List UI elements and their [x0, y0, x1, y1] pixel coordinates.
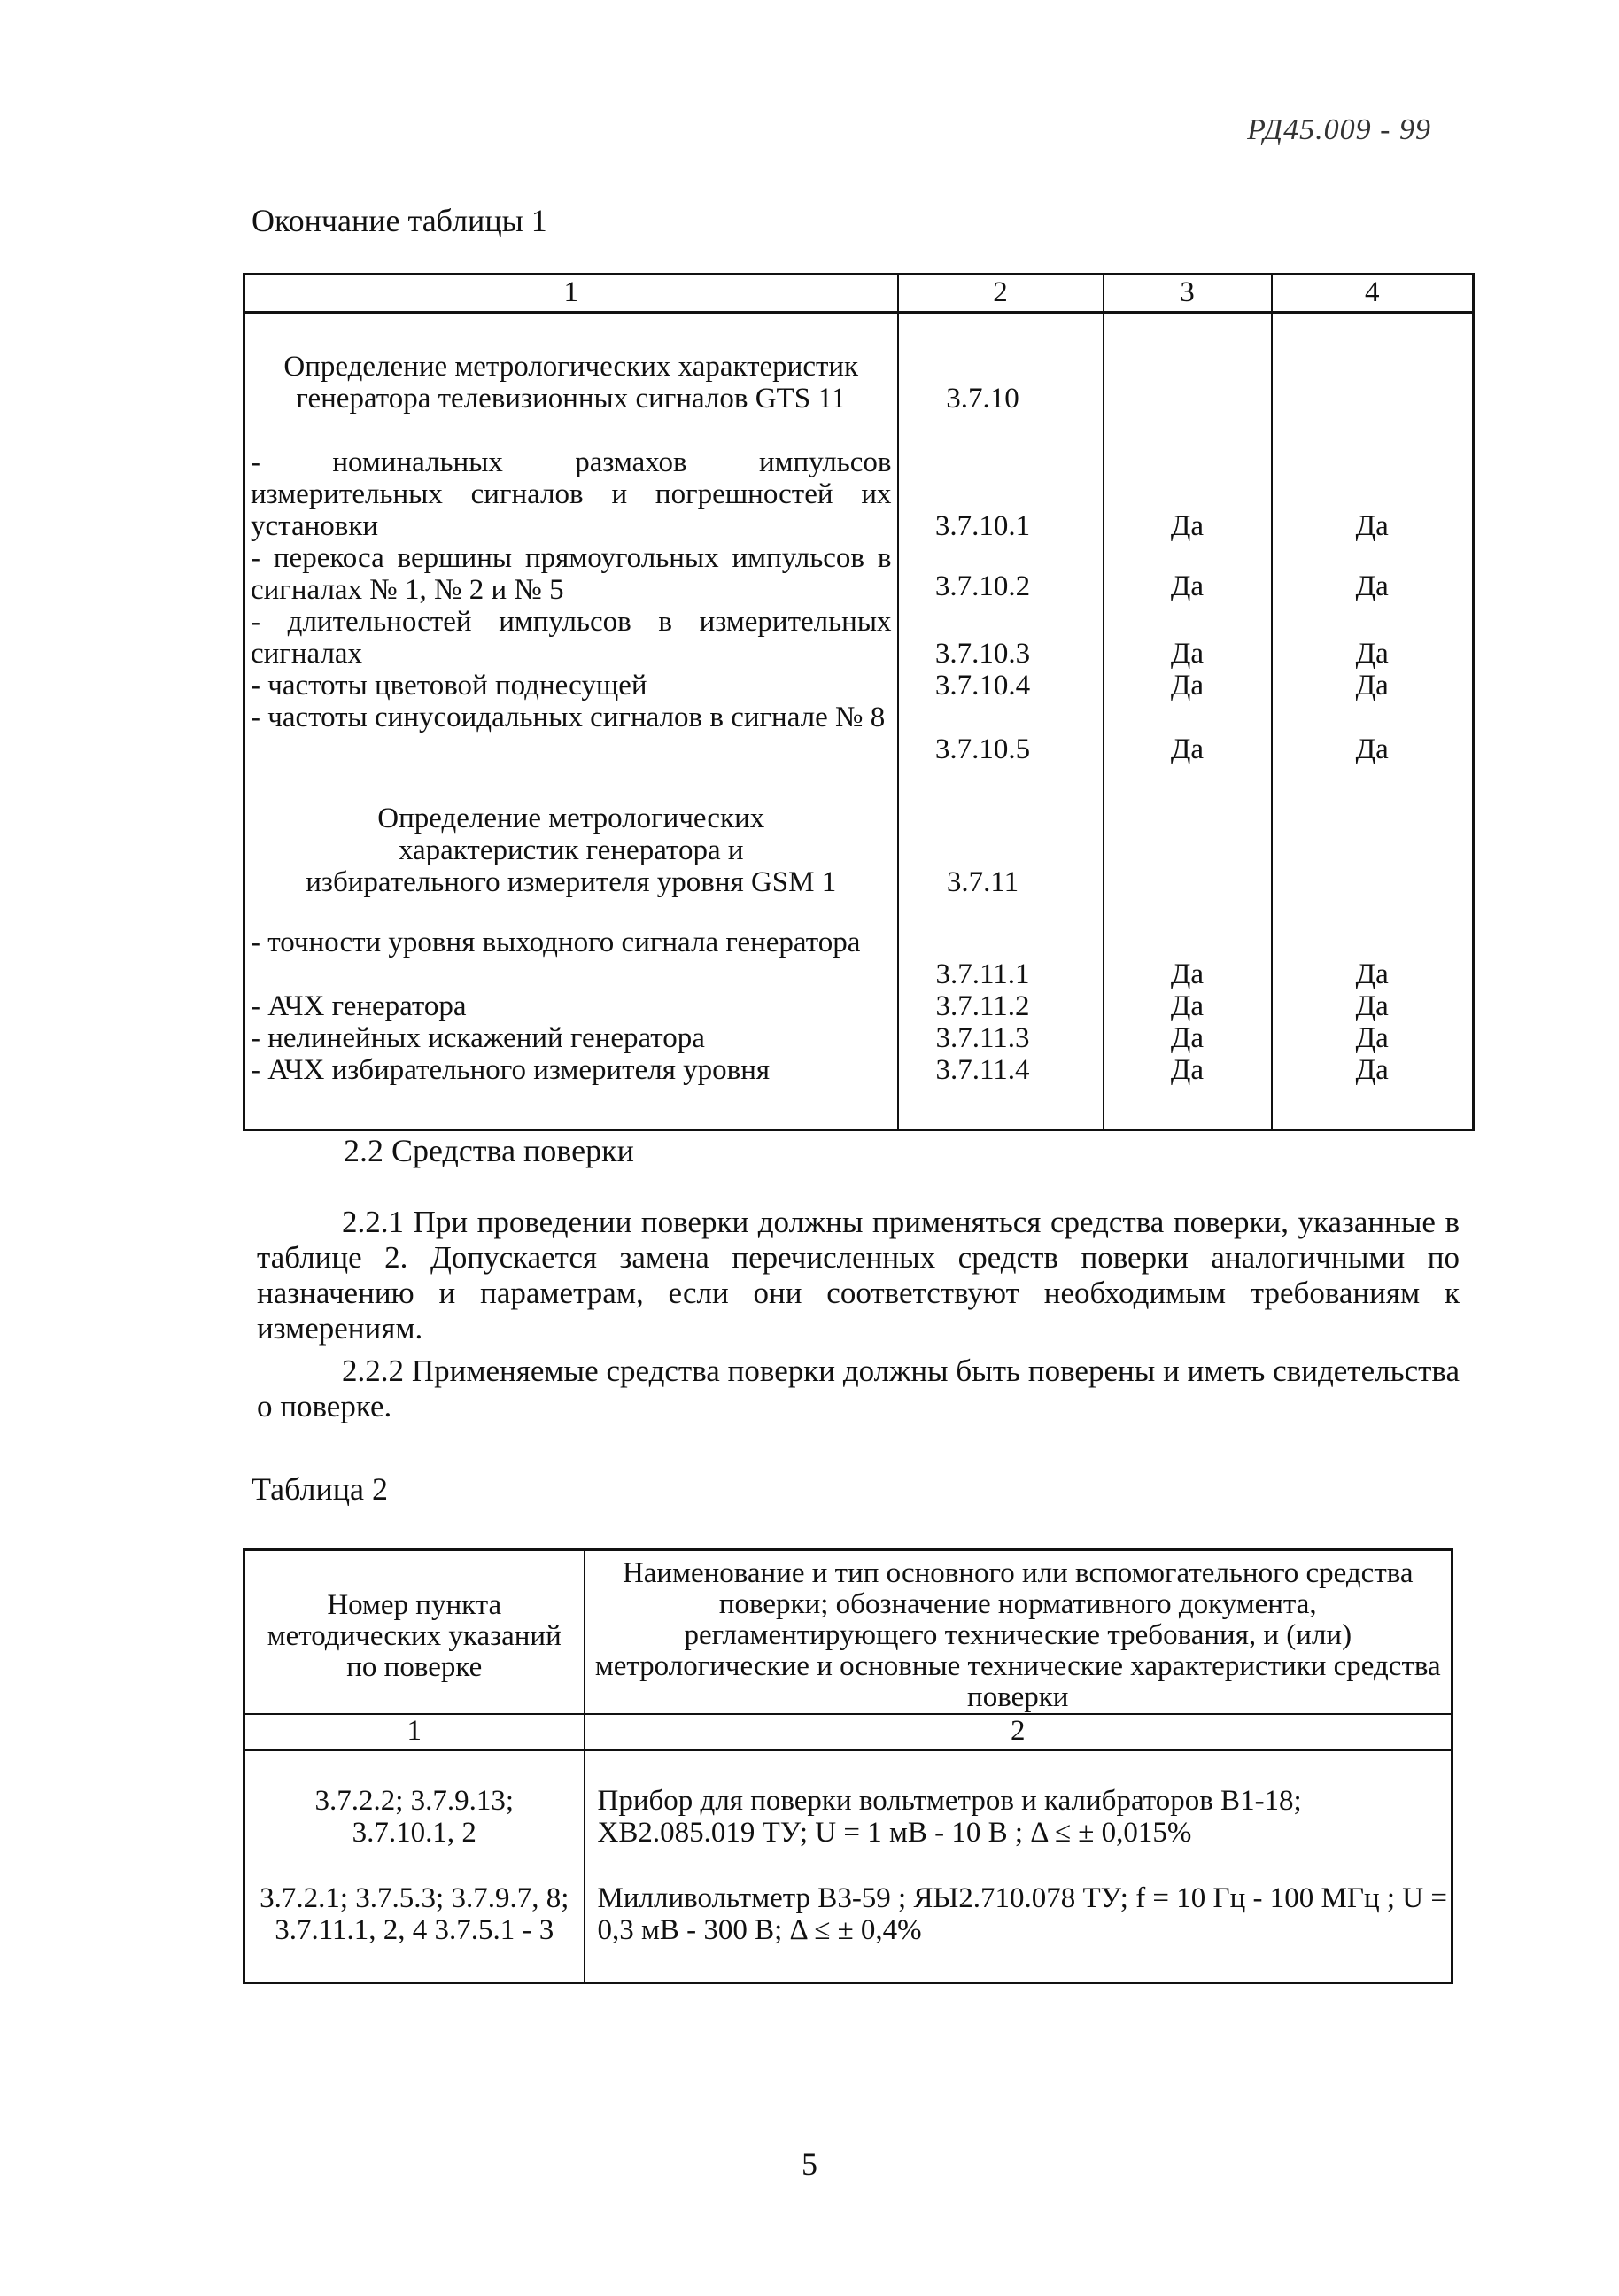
table2-header-col1: Номер пункта методических указаний по поверке — [244, 1550, 585, 1715]
table1-col-number: 3 — [1104, 275, 1272, 313]
item-col4: Да — [1272, 542, 1474, 606]
item-clause: 3.7.11.4 — [898, 1054, 1104, 1130]
item-col4: Да — [1272, 443, 1474, 542]
table-row — [244, 1022, 1474, 1054]
table-row — [244, 1054, 1474, 1130]
table1-section-row — [244, 313, 1474, 444]
table-row — [244, 1849, 1452, 1983]
section-title: Определение метрологических характеристик генератора и избирательного измерителя уровня GSM 1 — [306, 803, 837, 898]
item-col3: Да — [1104, 990, 1272, 1022]
table-row — [244, 927, 1474, 990]
item-text: - АЧХ генератора — [251, 990, 467, 1022]
table1-caption: Окончание таблицы 1 — [252, 203, 547, 238]
item-clause: 3.7.11.1 — [898, 927, 1104, 990]
item-text: - перекоса вершины прямоугольных импульсов в сигналах № 1, № 2 и № 5 — [251, 542, 892, 606]
item-text: - частоты цветовой поднесущей — [251, 670, 647, 702]
table-row — [244, 670, 1474, 702]
table2 — [243, 1548, 1453, 1984]
table-row — [244, 542, 1474, 606]
table2-device: Прибор для поверки вольтметров и калибраторов В1-18; ХВ2.085.019 ТУ; U = 1 мВ - 10 В ; Δ ≤ ± 0,015% — [585, 1750, 1452, 1850]
table1-col-number: 1 — [244, 275, 898, 313]
item-col3: Да — [1104, 927, 1272, 990]
item-clause: 3.7.11.3 — [898, 1022, 1104, 1054]
table2-col-number: 2 — [585, 1714, 1452, 1750]
item-text: - АЧХ избирательного измерителя уровня — [251, 1054, 771, 1086]
item-clause: 3.7.10.2 — [898, 542, 1104, 606]
table1-col-number: 2 — [898, 275, 1104, 313]
item-col3: Да — [1104, 443, 1272, 542]
section-heading: 2.2 Средства поверки — [344, 1133, 634, 1168]
paragraph-2-2-1: 2.2.1 При проведении поверки должны применяться средства поверки, указанные в таблице 2. Допускается замена перечисленных средств поверки аналогичными по назначению и параметрам, если они соответствуют необходимым требованиям к измерениям. — [257, 1205, 1460, 1346]
item-col4: Да — [1272, 1054, 1474, 1130]
item-col4: Да — [1272, 1022, 1474, 1054]
item-text: - нелинейных искажений генератора — [251, 1022, 705, 1054]
table2-caption: Таблица 2 — [252, 1471, 388, 1507]
item-col3: Да — [1104, 1054, 1272, 1130]
item-col4: Да — [1272, 606, 1474, 670]
table2-header-row — [244, 1550, 1452, 1715]
page-number: 5 — [802, 2146, 817, 2182]
table1-col-number: 4 — [1272, 275, 1474, 313]
item-text: - номинальных размахов импульсов измерительных сигналов и погрешностей их установки — [251, 446, 892, 542]
table2-items: 3.7.2.1; 3.7.5.3; 3.7.9.7, 8; 3.7.11.1, 2, 4 3.7.5.1 - 3 — [260, 1882, 569, 1946]
section-clause: 3.7.11 — [898, 765, 1104, 927]
paragraph-2-2-2: 2.2.2 Применяемые средства поверки должны быть поверены и иметь свидетельства о поверке. — [257, 1354, 1460, 1423]
item-col3: Да — [1104, 1022, 1272, 1054]
section-title: Определение метрологических характеристик генератора телевизионных сигналов GTS 11 — [283, 351, 859, 415]
item-col4: Да — [1272, 927, 1474, 990]
item-col3: Да — [1104, 702, 1272, 765]
table1-section-row — [244, 765, 1474, 927]
table2-items: 3.7.2.2; 3.7.9.13; 3.7.10.1, 2 — [314, 1785, 515, 1849]
table2-col-number: 1 — [244, 1714, 585, 1750]
table-row — [244, 702, 1474, 765]
table-row — [244, 1750, 1452, 1850]
table-row — [244, 443, 1474, 542]
item-text: - длительностей импульсов в измерительных сигналах — [251, 606, 892, 670]
table-row — [244, 606, 1474, 670]
item-col4: Да — [1272, 702, 1474, 765]
item-col3: Да — [1104, 670, 1272, 702]
item-clause: 3.7.11.2 — [898, 990, 1104, 1022]
item-col4: Да — [1272, 670, 1474, 702]
item-clause: 3.7.10.5 — [898, 702, 1104, 765]
item-col3: Да — [1104, 542, 1272, 606]
item-col4: Да — [1272, 990, 1474, 1022]
table1-header-row — [244, 275, 1474, 313]
item-clause: 3.7.10.4 — [898, 670, 1104, 702]
table2-number-row — [244, 1714, 1452, 1750]
section-clause: 3.7.10 — [898, 313, 1104, 444]
table-row — [244, 990, 1474, 1022]
table2-header-col2: Наименование и тип основного или вспомогательного средства поверки; обозначение нормативного документа, регламентирующего технические требования, и (или) метрологические и основные технические характеристики средства поверки — [585, 1550, 1452, 1715]
table1 — [243, 273, 1475, 1131]
item-text: - точности уровня выходного сигнала генератора — [251, 927, 861, 958]
item-clause: 3.7.10.1 — [898, 443, 1104, 542]
table2-device: Милливольтметр В3-59 ; ЯЫ2.710.078 ТУ; f = 10 Гц - 100 МГц ; U = 0,3 мВ - 300 В; Δ ≤ ± 0,4% — [585, 1849, 1452, 1983]
item-col3: Да — [1104, 606, 1272, 670]
item-clause: 3.7.10.3 — [898, 606, 1104, 670]
item-text: - частоты синусоидальных сигналов в сигнале № 8 — [251, 702, 886, 733]
document-code: РД45.009 - 99 — [1247, 113, 1431, 146]
